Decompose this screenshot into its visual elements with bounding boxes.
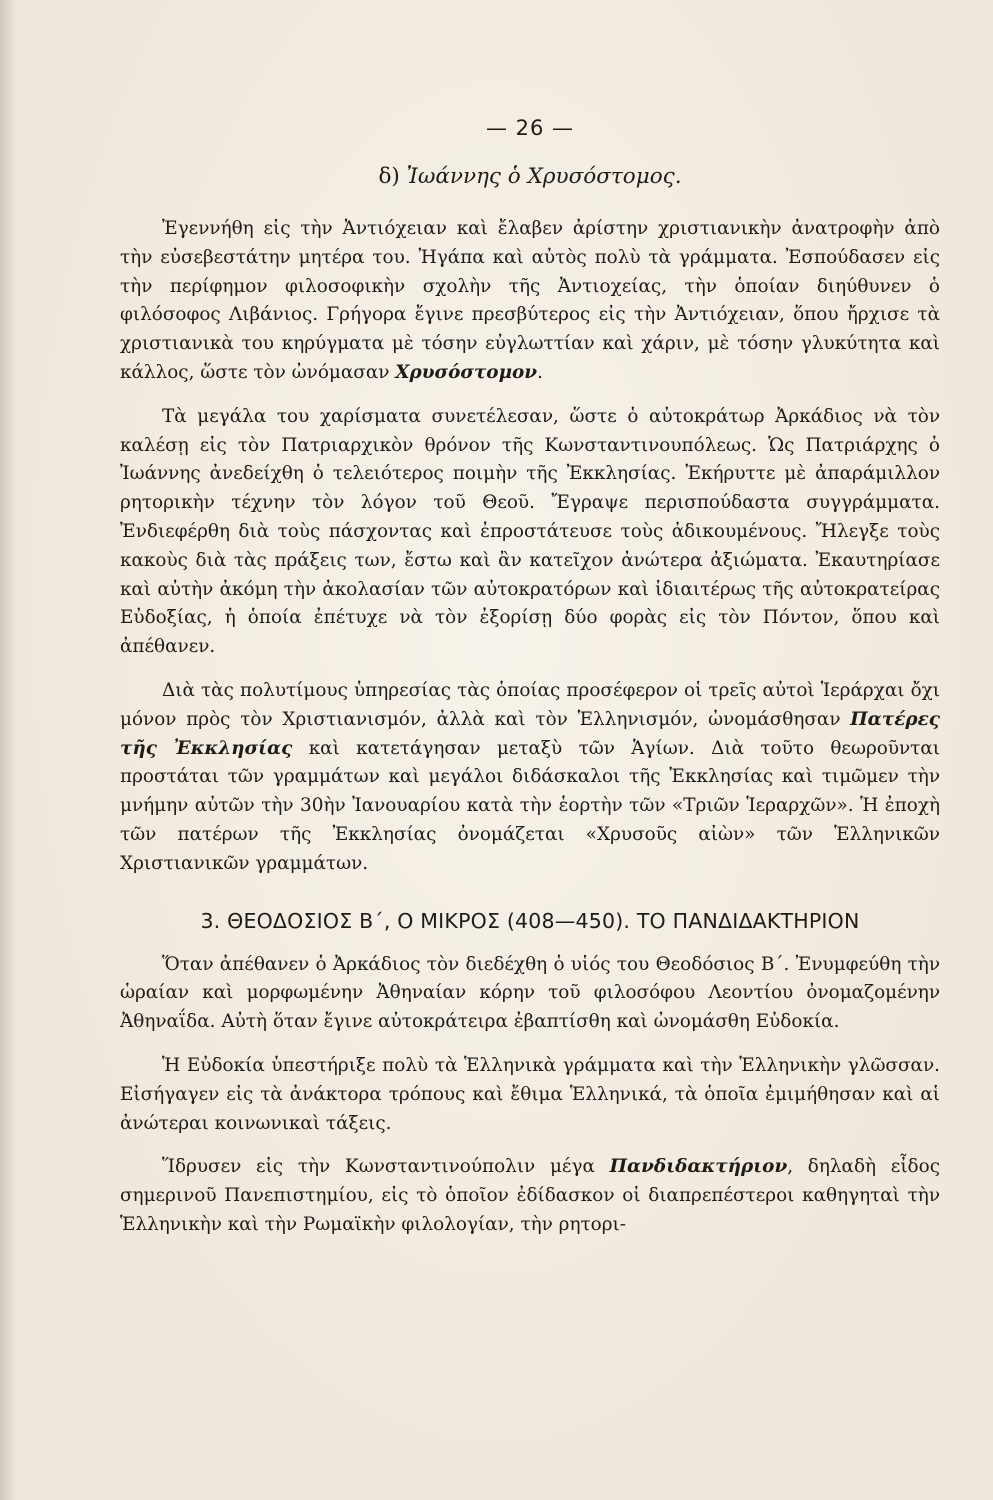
section-heading-john-chrysostom [120, 154, 940, 200]
text-run: Διὰ τὰς πολυτίμους ὑπηρεσίας τὰς ὁποίας προσέφερον οἱ τρεῖς αὐτοὶ Ἱεράρχαι ὄχι μόνον πρὸς τὸν Χριστιανισμόν, ἀλλὰ καὶ τὸν Ἑλληνισμόν, ὠνομάσθησαν [120, 679, 940, 730]
text-run: , δηλαδὴ εἶδος σημερινοῦ Πανεπιστημίου, εἰς τὸ ὁποῖον ἐδίδασκον οἱ διαπρεπέστεροι καθηγηταὶ τὴν Ἑλληνικὴν καὶ τὴν Ρωμαϊκὴν φιλολογίαν, τὴν ρητορι- [120, 1156, 940, 1235]
section-d-body [120, 215, 940, 879]
binding-shadow [0, 0, 18, 1500]
text-run: καὶ κατετάγησαν μεταξὺ τῶν Ἁγίων. Διὰ τοῦτο θεωροῦνται προστάται τῶν γραμμάτων καὶ μεγάλοι διδάσκαλοι τῆς Ἐκκλησίας καὶ τιμῶμεν τὴν μνήμην αὐτῶν τὴν 30ὴν Ἰανουαρίου κατὰ τὴν ἑορτὴν τῶν «Τριῶν Ἱεραρχῶν». Ἡ ἐποχὴ τῶν πατέρων τῆς Ἐκκλησίας ὀνομάζεται «Χρυσοῦς αἰὼν» τῶν Ἑλληνικῶν Χριστιανικῶν γραμμάτων. [120, 737, 940, 874]
section-title: Ἰωάννης ὁ Χρυσόστομος. [406, 164, 682, 189]
emphasized-term-pandidakterion: Πανδιδακτήριον [609, 1156, 788, 1178]
paragraph [120, 215, 940, 388]
page-content [120, 108, 940, 1240]
chapter-3-body [120, 951, 940, 1240]
text-run: Ἵδρυσεν εἰς τὴν Κωνσταντινούπολιν μέγα [162, 1156, 610, 1178]
paragraph [120, 403, 940, 662]
paragraph [120, 677, 940, 879]
page-number: — 26 — [485, 116, 575, 140]
paragraph [120, 1052, 940, 1138]
paragraph [120, 1153, 940, 1239]
text-run: Ὅταν ἀπέθανεν ὁ Ἀρκάδιος τὸν διεδέχθη ὁ υἱός του Θεοδόσιος Β΄. Ἐνυμφεύθη τὴν ὡραίαν καὶ μορφωμένην Ἀθηναίαν κόρην τοῦ φιλοσόφου Λεοντίου ὀνομαζομένην Ἀθηναΐδα. Αὐτὴ ὅταν ἔγινε αὐτοκράτειρα ἐβαπτίσθη καὶ ὠνομάσθη Εὐδοκία. [120, 953, 940, 1033]
text-run: Τὰ μεγάλα του χαρίσματα συνετέλεσαν, ὥστε ὁ αὐτοκράτωρ Ἀρκάδιος νὰ τὸν καλέσῃ εἰς τὸν Πατριαρχικὸν θρόνον τῆς Κωνσταντινουπόλεως. Ὡς Πατριάρχης ὁ Ἰωάννης ἀνεδείχθη ὁ τελειότερος ποιμὴν τῆς Ἐκκλησίας. Ἐκήρυττε μὲ ἀπαράμιλλον ρητορικὴν τέχνην τὸν λόγον τοῦ Θεοῦ. Ἔγραψε περισπούδαστα συγγράμματα. Ἐνδιεφέρθη διὰ τοὺς πάσχοντας καὶ ἐπροστάτευσε τοὺς ἀδικουμένους. Ἤλεγξε τοὺς κακοὺς διὰ τὰς πράξεις των, ἔστω καὶ ἂν κατεῖχον ἀνώτερα ἀξιώματα. Ἐκαυτηρίασε καὶ αὐτὴν ἀκόμη τὴν ἀκολασίαν τῶν αὐτοκρατόρων καὶ ἰδιαιτέρως τῆς αὐτοκρατείρας Εὐδοξίας, ἡ ὁποία ἐπέτυχε νὰ τὸν ἐξορίσῃ δύο φορὰς εἰς τὸν Πόντον, ὅπου καὶ ἀπέθανεν. [120, 405, 940, 658]
emphasized-term-chrysostom: Χρυσόστομον [395, 361, 538, 383]
paragraph [120, 951, 940, 1037]
section-label: δ) [378, 164, 400, 189]
chapter-heading-theodosius: 3. ΘΕΟΔΟΣΙΟΣ Β΄, Ο ΜΙΚΡΟΣ (408—450). ΤΟ ΠΑΝΔΙΔΑΚΤΗΡΙΟΝ [200, 908, 860, 933]
text-run: Ἐγεννήθη εἰς τὴν Ἀντιόχειαν καὶ ἔλαβεν ἀρίστην χριστιανικὴν ἀνατροφὴν ἀπὸ τὴν εὐσεβεστάτην μητέρα του. Ἠγάπα καὶ αὐτὸς πολὺ τὰ γράμματα. Ἐσπούδασεν εἰς τὴν περίφημον φιλοσοφικὴν σχολὴν τῆς Ἀντιοχείας, τὴν ὁποίαν διηύθυνεν ὁ φιλόσοφος Λιβάνιος. Γρήγορα ἔγινε πρεσβύτερος εἰς τὴν Ἀντιόχειαν, ὅπου ἤρχισε τὰ χριστιανικὰ του κηρύγματα μὲ τόσην εὐγλωττίαν καὶ χάριν, μὲ τόσην γλυκύτητα καὶ κάλλος, ὥστε τὸν ὠνόμασαν [120, 218, 940, 383]
emphasized-term-church-fathers: Πατέρες τῆς Ἐκκλησίας [120, 708, 940, 759]
text-run: . [537, 361, 543, 383]
text-run: Ἡ Εὐδοκία ὑπεστήριξε πολὺ τὰ Ἑλληνικὰ γράμματα καὶ τὴν Ἑλληνικὴν γλῶσσαν. Εἰσήγαγεν εἰς τὰ ἀνάκτορα τρόπους καὶ ἔθιμα Ἑλληνικά, τὰ ὁποῖα ἐμιμήθησαν καὶ αἱ ἀνώτεραι κοινωνικαὶ τάξεις. [120, 1054, 940, 1134]
